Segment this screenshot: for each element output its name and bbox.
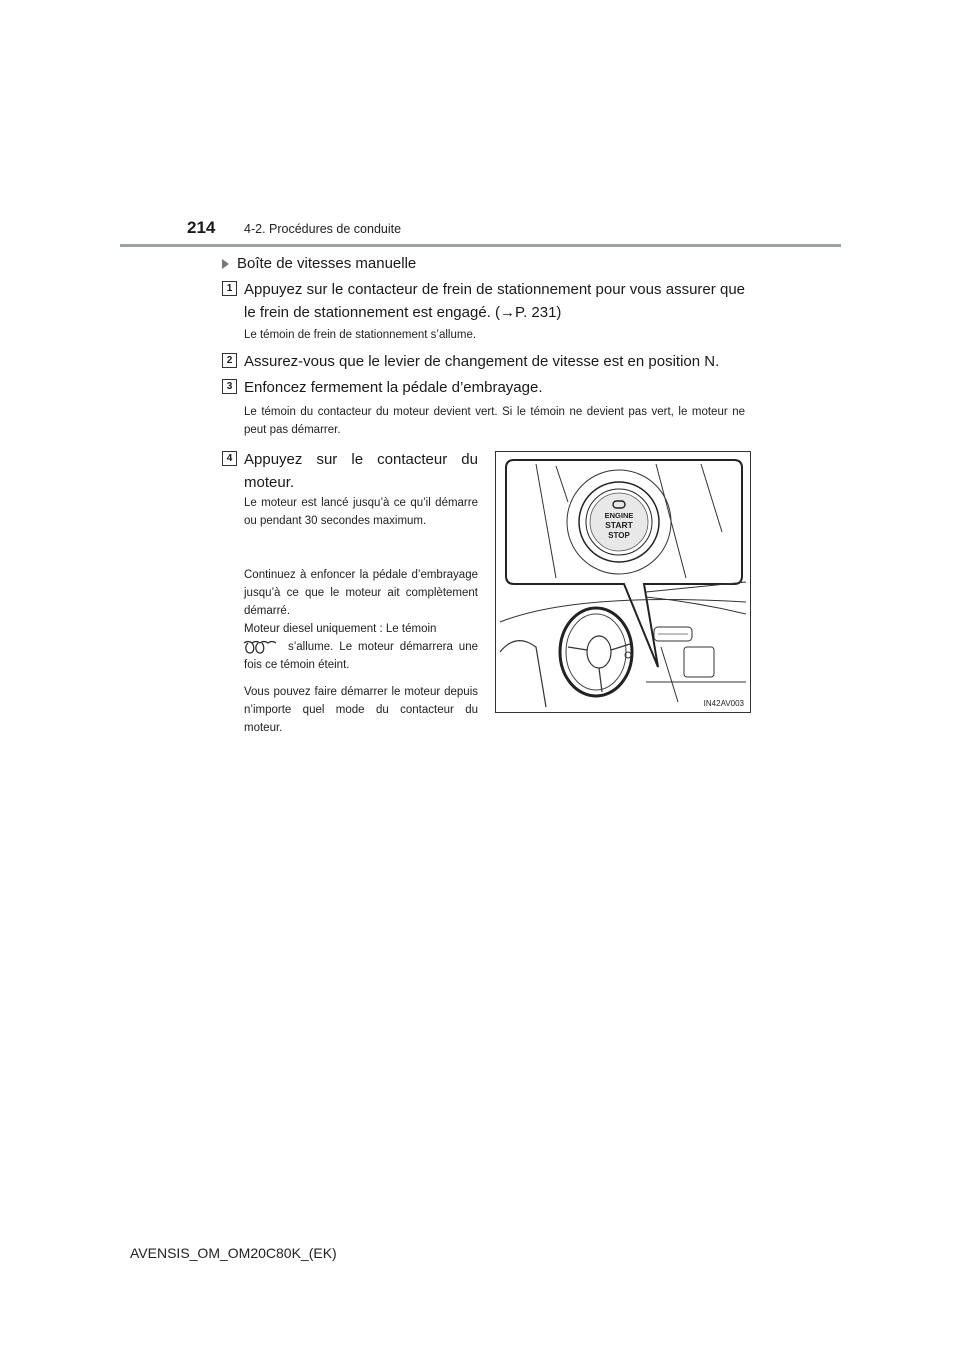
dashboard-drawing [496,452,750,712]
step-number-2: 2 [222,353,237,368]
step-1-text: Appuyez sur le contacteur de frein de stationnement pour vous assurer que le frein de stationnement est engagé. (→P. 231) [244,281,745,321]
subheading [222,255,416,272]
button-label-line-1: ENGINE [604,511,634,520]
subheading-text: Boîte de vitesses manuelle [237,255,417,272]
step-number-1: 1 [222,281,237,296]
step-3-note: Le témoin du contacteur du moteur devient vert. Si le témoin ne devient pas vert, le moteur ne peut pas démarrer. [244,406,745,436]
step-number-4: 4 [222,451,237,466]
button-label-line-2: START [605,520,633,530]
step-4-note-1: Le moteur est lancé jusqu’à ce qu’il démarre ou pendant 30 secondes maximum. [244,497,478,527]
figure-code: IN42AV003 [703,699,744,708]
document-code-footer: AVENSIS_OM_OM20C80K_(EK) [130,1245,337,1261]
button-label-line-3: STOP [608,531,630,540]
step-number-3: 3 [222,379,237,394]
step-4-diesel-note [244,620,478,674]
step-1-note: Le témoin de frein de stationnement s’allume. [244,329,477,341]
diesel-note-end: s’allume. Le moteur démarrera une fois ce témoin éteint. [244,641,478,671]
step-4-text: Appuyez sur le contacteur du moteur. [244,451,478,491]
triangle-bullet-icon [222,259,229,269]
step-2-text: Assurez-vous que le levier de changement de vitesse est en position N. [244,353,720,370]
engine-start-button-illustration [495,451,751,713]
page-number: 214 [187,218,216,237]
step-4-note-2: Continuez à enfoncer la pédale d’embrayage jusqu’à ce que le moteur ait complètement démarré. [244,569,478,617]
step-4-note-3: Vous pouvez faire démarrer le moteur depuis n’importe quel mode du contacteur du moteur. [244,686,478,734]
diesel-note-start: Moteur diesel uniquement : Le témoin [244,623,437,635]
header-rule [120,244,841,247]
step-3-text: Enfoncez fermement la pédale d’embrayage. [244,379,543,396]
section-title: 4-2. Procédures de conduite [244,222,402,236]
glow-plug-indicator-icon [242,639,282,655]
